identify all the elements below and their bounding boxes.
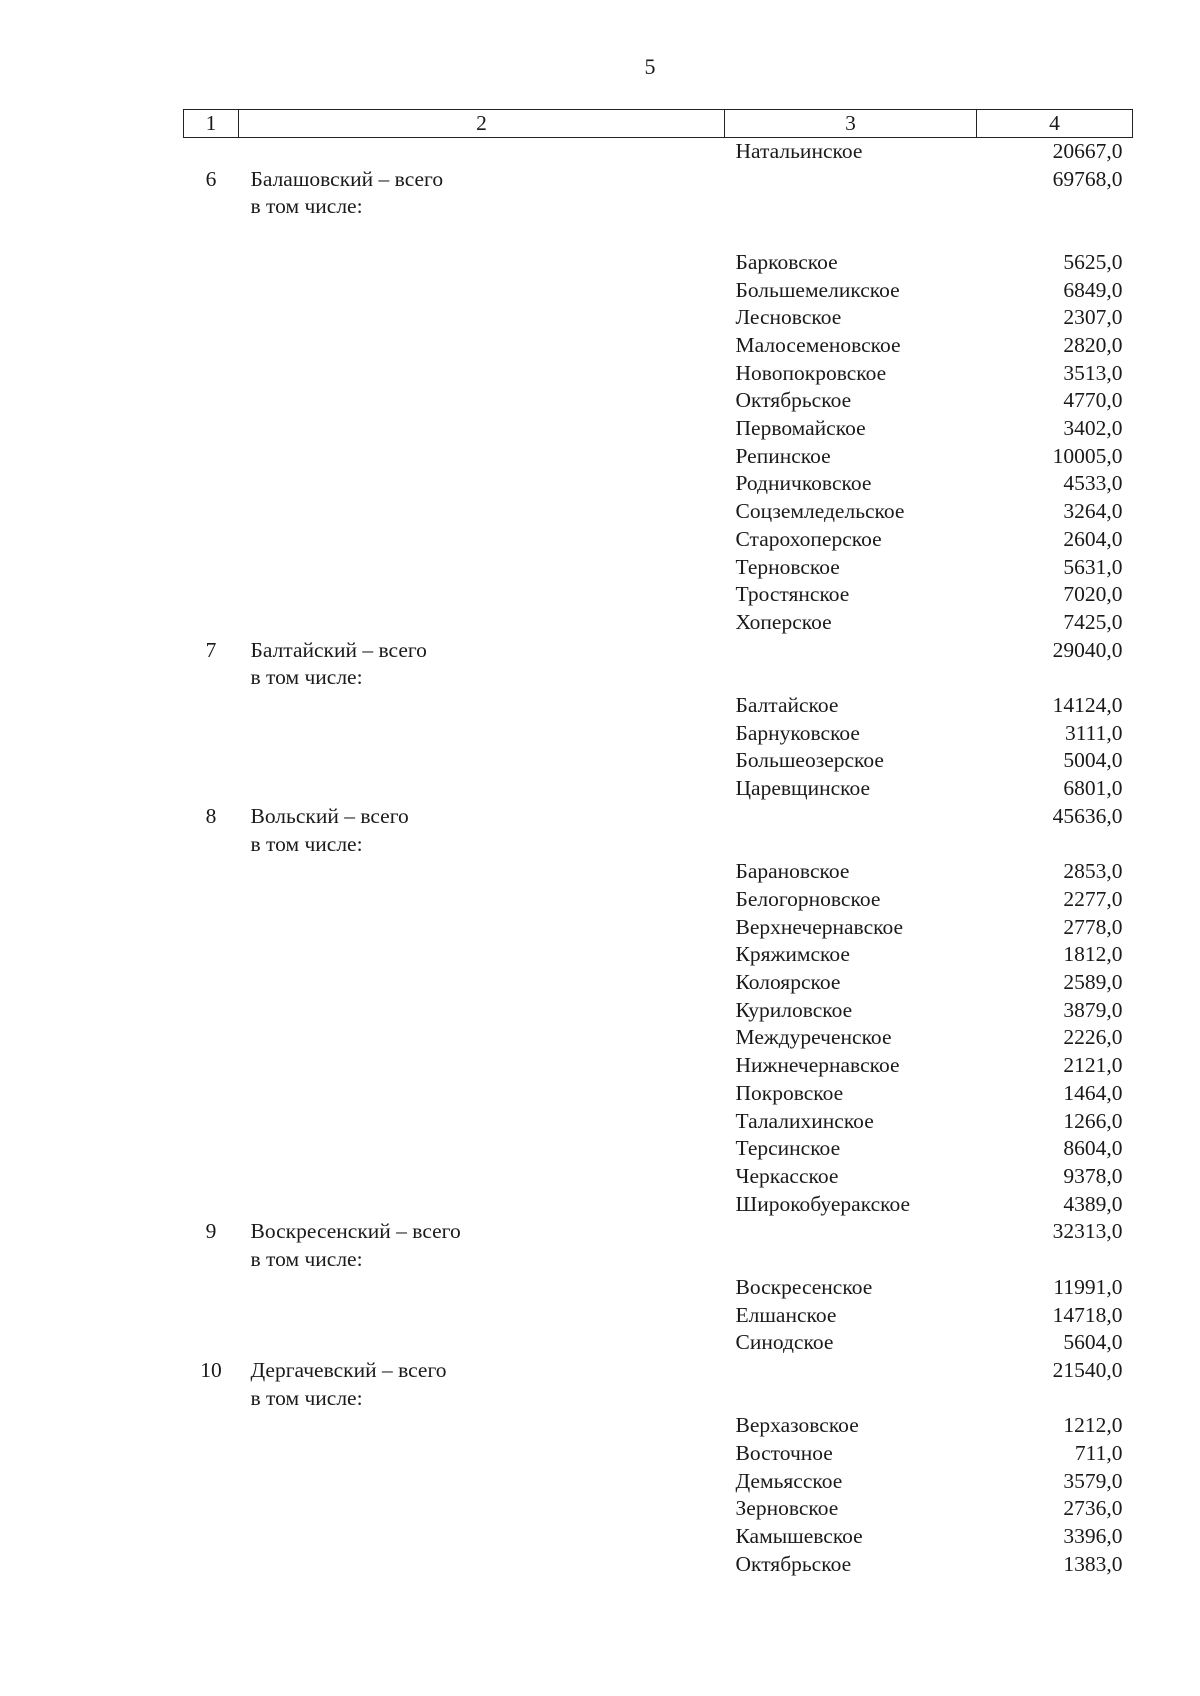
- settlement-name: [725, 1218, 977, 1246]
- table-row: [184, 1191, 1133, 1219]
- area-value: 5631,0: [1063, 554, 1123, 579]
- settlement-name: Верхазовское: [735, 1413, 859, 1438]
- district-name: [239, 1080, 725, 1108]
- area-value: 4533,0: [1063, 471, 1123, 496]
- table-row: [184, 332, 1133, 360]
- row-number: [184, 1108, 239, 1136]
- row-number: [184, 415, 239, 443]
- settlement-name: [725, 637, 977, 665]
- settlement-name: Широкобуеракское: [735, 1191, 911, 1216]
- district-name: [239, 498, 725, 526]
- district-name: [239, 1468, 725, 1496]
- district-name: [239, 581, 725, 609]
- settlement-name: Кряжимское: [735, 942, 850, 967]
- row-number: [184, 886, 239, 914]
- table-body: [184, 138, 1133, 1579]
- row-number: [184, 581, 239, 609]
- district-name: [239, 609, 725, 637]
- row-number: [184, 554, 239, 582]
- row-number: [184, 332, 239, 360]
- table-row: [184, 360, 1133, 388]
- area-value: 2853,0: [1063, 859, 1123, 884]
- district-name: [239, 720, 725, 748]
- table-row: [184, 637, 1133, 665]
- settlement-name: Междуреченское: [735, 1025, 892, 1050]
- area-value: [977, 193, 1133, 221]
- settlement-name: Воскресенское: [735, 1274, 873, 1299]
- table-row: [184, 1495, 1133, 1523]
- area-value: [977, 664, 1133, 692]
- district-name: [239, 914, 725, 942]
- district-name: в том числе:: [250, 1247, 363, 1272]
- settlement-name: Покровское: [735, 1080, 844, 1105]
- table-row: [184, 775, 1133, 803]
- settlement-name: Терсинское: [735, 1136, 841, 1161]
- table-row: [184, 692, 1133, 720]
- settlement-name: Соцземледельское: [735, 499, 905, 524]
- area-value: 2277,0: [1063, 886, 1123, 911]
- area-value: [977, 831, 1133, 859]
- area-value: 3396,0: [1063, 1524, 1123, 1549]
- area-value: 5625,0: [1063, 249, 1123, 274]
- area-value: 32313,0: [1052, 1219, 1123, 1244]
- table-row: [184, 554, 1133, 582]
- table-row: [184, 415, 1133, 443]
- settlement-name: Терновское: [735, 554, 840, 579]
- table-row: [184, 498, 1133, 526]
- table-row: [184, 886, 1133, 914]
- settlement-name: Первомайское: [735, 416, 866, 441]
- table-row: [184, 1468, 1133, 1496]
- table-row: [184, 1302, 1133, 1330]
- settlement-name: Синодское: [735, 1330, 834, 1355]
- district-name: [239, 443, 725, 471]
- district-name: [239, 1052, 725, 1080]
- table-row: [184, 193, 1133, 221]
- table-row: [184, 664, 1133, 692]
- district-name: [239, 387, 725, 415]
- area-value: 5604,0: [1063, 1330, 1123, 1355]
- area-value: 3513,0: [1063, 360, 1123, 385]
- table-row: [184, 1246, 1133, 1274]
- table-row: [184, 1135, 1133, 1163]
- area-value: 1464,0: [1063, 1080, 1123, 1105]
- area-value: 2589,0: [1063, 970, 1123, 995]
- row-number: 6: [205, 166, 217, 191]
- area-value: 14718,0: [1052, 1302, 1123, 1327]
- settlement-name: Хоперское: [735, 609, 832, 634]
- table-row: [184, 997, 1133, 1025]
- row-number: [184, 914, 239, 942]
- settlement-name: Репинское: [735, 443, 831, 468]
- area-value: 10005,0: [1052, 443, 1123, 468]
- row-number: [184, 1495, 239, 1523]
- row-number: [184, 664, 239, 692]
- table-row: [184, 249, 1133, 277]
- row-number: [184, 941, 239, 969]
- area-value: 5004,0: [1063, 748, 1123, 773]
- area-value: 2736,0: [1063, 1496, 1123, 1521]
- row-number: [184, 1440, 239, 1468]
- row-number: [184, 969, 239, 997]
- row-number: 8: [205, 803, 217, 828]
- area-value: 21540,0: [1052, 1357, 1123, 1382]
- table-row: [184, 1385, 1133, 1413]
- table-row: [184, 1329, 1133, 1357]
- settlement-name: Большемеликское: [735, 277, 900, 302]
- settlement-name: Белогорновское: [735, 886, 881, 911]
- row-number: [184, 387, 239, 415]
- district-name: [239, 1551, 725, 1579]
- district-name: [239, 1412, 725, 1440]
- district-name: [239, 969, 725, 997]
- settlement-name: [725, 1246, 977, 1274]
- table-row: [184, 221, 1133, 249]
- table-row: [184, 831, 1133, 859]
- district-name: [239, 277, 725, 305]
- area-value: 3402,0: [1063, 416, 1123, 441]
- district-name: [239, 304, 725, 332]
- table-row: [184, 1108, 1133, 1136]
- settlement-name: Октябрьское: [735, 388, 852, 413]
- row-number: [184, 277, 239, 305]
- area-value: 3879,0: [1063, 997, 1123, 1022]
- row-number: 10: [200, 1357, 222, 1382]
- area-value: 1212,0: [1063, 1413, 1123, 1438]
- district-name: [239, 747, 725, 775]
- table-row: [184, 1551, 1133, 1579]
- row-number: [184, 1523, 239, 1551]
- settlement-name: [725, 1385, 977, 1413]
- row-number: [184, 360, 239, 388]
- settlement-name: Талалихинское: [735, 1108, 874, 1133]
- table-row: [184, 969, 1133, 997]
- district-name: Воскресенский – всего: [250, 1219, 461, 1244]
- table-row: [184, 277, 1133, 305]
- allocation-table: [183, 109, 1133, 1579]
- table-row: [184, 166, 1133, 194]
- district-name: [239, 886, 725, 914]
- column-header-4: 4: [977, 110, 1133, 138]
- row-number: [184, 997, 239, 1025]
- area-value: 4770,0: [1063, 388, 1123, 413]
- row-number: 7: [205, 637, 217, 662]
- area-value: 2820,0: [1063, 332, 1123, 357]
- district-name: [239, 1191, 725, 1219]
- row-number: [184, 1551, 239, 1579]
- table-row: [184, 1024, 1133, 1052]
- table-row: [184, 1080, 1133, 1108]
- area-value: 11991,0: [1053, 1274, 1123, 1299]
- district-name: [239, 1523, 725, 1551]
- settlement-name: Октябрьское: [735, 1551, 852, 1576]
- header-row: [184, 110, 1133, 138]
- row-number: [184, 1163, 239, 1191]
- row-number: [184, 1024, 239, 1052]
- table-row: [184, 1274, 1133, 1302]
- settlement-name: Барановское: [735, 859, 850, 884]
- district-name: [239, 775, 725, 803]
- column-header-3: 3: [725, 110, 977, 138]
- district-name: [239, 360, 725, 388]
- row-number: 9: [205, 1219, 217, 1244]
- settlement-name: Восточное: [735, 1441, 833, 1466]
- area-value: 7020,0: [1063, 582, 1123, 607]
- table-row: [184, 387, 1133, 415]
- row-number: [184, 775, 239, 803]
- district-name: [239, 1495, 725, 1523]
- row-number: [184, 249, 239, 277]
- district-name: [239, 1163, 725, 1191]
- area-value: 3579,0: [1063, 1468, 1123, 1493]
- district-name: в том числе:: [250, 831, 363, 856]
- settlement-name: Зерновское: [735, 1496, 839, 1521]
- table-row: [184, 1052, 1133, 1080]
- district-name: [239, 554, 725, 582]
- district-name: [239, 1329, 725, 1357]
- table-row: [184, 720, 1133, 748]
- settlement-name: Старохоперское: [735, 526, 882, 551]
- settlement-name: [725, 1357, 977, 1385]
- district-name: [239, 415, 725, 443]
- table-row: [184, 581, 1133, 609]
- district-name: [239, 858, 725, 886]
- settlement-name: Царевщинское: [735, 776, 871, 801]
- row-number: [184, 1468, 239, 1496]
- area-value: 3264,0: [1063, 499, 1123, 524]
- table-row: [184, 1412, 1133, 1440]
- settlement-name: Верхнечернавское: [735, 914, 904, 939]
- settlement-name: Балтайское: [735, 693, 839, 718]
- settlement-name: Камышевское: [735, 1524, 863, 1549]
- settlement-name: Нижнечернавское: [735, 1053, 900, 1078]
- column-header-2: 2: [239, 110, 725, 138]
- area-value: 7425,0: [1063, 609, 1123, 634]
- settlement-name: [725, 221, 977, 249]
- area-value: 2604,0: [1063, 526, 1123, 551]
- district-name: Дергачевский – всего: [250, 1357, 447, 1382]
- table-header: [184, 110, 1133, 138]
- area-value: 69768,0: [1052, 166, 1123, 191]
- row-number: [184, 221, 239, 249]
- table-row: [184, 526, 1133, 554]
- table-row: [184, 1218, 1133, 1246]
- area-value: [977, 1385, 1133, 1413]
- area-value: [977, 221, 1133, 249]
- area-value: 6849,0: [1063, 277, 1123, 302]
- table-row: [184, 138, 1133, 166]
- row-number: [184, 720, 239, 748]
- district-name: [239, 941, 725, 969]
- table-row: [184, 1163, 1133, 1191]
- area-value: 2226,0: [1063, 1025, 1123, 1050]
- settlement-name: Тростянское: [735, 582, 850, 607]
- row-number: [184, 138, 239, 166]
- settlement-name: Черкасское: [735, 1164, 839, 1188]
- settlement-name: Барковское: [735, 249, 838, 274]
- district-name: [239, 997, 725, 1025]
- district-name: Вольский – всего: [250, 803, 409, 828]
- area-value: 2121,0: [1063, 1053, 1123, 1078]
- column-header-1: 1: [184, 110, 239, 138]
- area-value: 1266,0: [1063, 1108, 1123, 1133]
- area-value: 4389,0: [1063, 1191, 1123, 1216]
- settlement-name: [725, 664, 977, 692]
- district-name: [239, 221, 725, 249]
- settlement-name: Демьясское: [735, 1468, 843, 1493]
- row-number: [184, 858, 239, 886]
- area-value: 20667,0: [1052, 139, 1123, 163]
- row-number: [184, 1191, 239, 1219]
- row-number: [184, 443, 239, 471]
- settlement-name: [725, 831, 977, 859]
- district-name: [239, 332, 725, 360]
- district-name: Балтайский – всего: [250, 637, 427, 662]
- row-number: [184, 1080, 239, 1108]
- row-number: [184, 1412, 239, 1440]
- page-number: 5: [644, 54, 656, 79]
- area-value: 711,0: [1074, 1441, 1123, 1466]
- row-number: [184, 470, 239, 498]
- area-value: 6801,0: [1063, 776, 1123, 801]
- area-value: 29040,0: [1052, 637, 1123, 662]
- row-number: [184, 498, 239, 526]
- settlement-name: Натальинское: [735, 139, 863, 163]
- district-name: [239, 526, 725, 554]
- row-number: [184, 1052, 239, 1080]
- area-value: [977, 1246, 1133, 1274]
- district-name: [239, 1108, 725, 1136]
- settlement-name: [725, 193, 977, 221]
- area-value: 2778,0: [1063, 914, 1123, 939]
- settlement-name: Малосеменовское: [735, 332, 901, 357]
- area-value: 8604,0: [1063, 1136, 1123, 1161]
- row-number: [184, 1329, 239, 1357]
- district-name: в том числе:: [250, 665, 363, 690]
- table-row: [184, 470, 1133, 498]
- district-name: [239, 138, 725, 166]
- district-name: [239, 249, 725, 277]
- row-number: [184, 1246, 239, 1274]
- row-number: [184, 831, 239, 859]
- settlement-name: [725, 803, 977, 831]
- area-value: 1383,0: [1063, 1551, 1123, 1576]
- settlement-name: Елшанское: [735, 1302, 837, 1327]
- settlement-name: Лесновское: [735, 305, 842, 330]
- row-number: [184, 692, 239, 720]
- district-name: [239, 1024, 725, 1052]
- area-value: 3111,0: [1064, 720, 1123, 745]
- row-number: [184, 747, 239, 775]
- row-number: [184, 609, 239, 637]
- table-row: [184, 443, 1133, 471]
- area-value: 14124,0: [1052, 693, 1123, 718]
- table-row: [184, 304, 1133, 332]
- settlement-name: Новопокровское: [735, 360, 887, 385]
- district-name: [239, 1274, 725, 1302]
- row-number: [184, 1302, 239, 1330]
- district-name: [239, 470, 725, 498]
- district-name: [239, 692, 725, 720]
- table-row: [184, 1440, 1133, 1468]
- area-value: 1812,0: [1063, 942, 1123, 967]
- table-row: [184, 1523, 1133, 1551]
- row-number: [184, 1135, 239, 1163]
- row-number: [184, 1274, 239, 1302]
- table-row: [184, 1357, 1133, 1385]
- table-row: [184, 747, 1133, 775]
- row-number: [184, 526, 239, 554]
- district-name: в том числе:: [250, 1385, 363, 1410]
- table-row: [184, 803, 1133, 831]
- settlement-name: Большеозерское: [735, 748, 884, 773]
- district-name: [239, 1440, 725, 1468]
- settlement-name: Барнуковское: [735, 720, 860, 745]
- settlement-name: Родничковское: [735, 471, 872, 496]
- district-name: [239, 1135, 725, 1163]
- district-name: [239, 1302, 725, 1330]
- settlement-name: Куриловское: [735, 997, 853, 1022]
- settlement-name: Колоярское: [735, 970, 841, 995]
- table-row: [184, 858, 1133, 886]
- row-number: [184, 304, 239, 332]
- table-row: [184, 609, 1133, 637]
- row-number: [184, 193, 239, 221]
- area-value: 45636,0: [1052, 803, 1123, 828]
- table-row: [184, 941, 1133, 969]
- area-value: 2307,0: [1063, 305, 1123, 330]
- district-name: Балашовский – всего: [250, 166, 444, 191]
- settlement-name: [725, 166, 977, 194]
- table-row: [184, 914, 1133, 942]
- row-number: [184, 1385, 239, 1413]
- area-value: 9378,0: [1063, 1164, 1123, 1188]
- district-name: в том числе:: [250, 194, 363, 219]
